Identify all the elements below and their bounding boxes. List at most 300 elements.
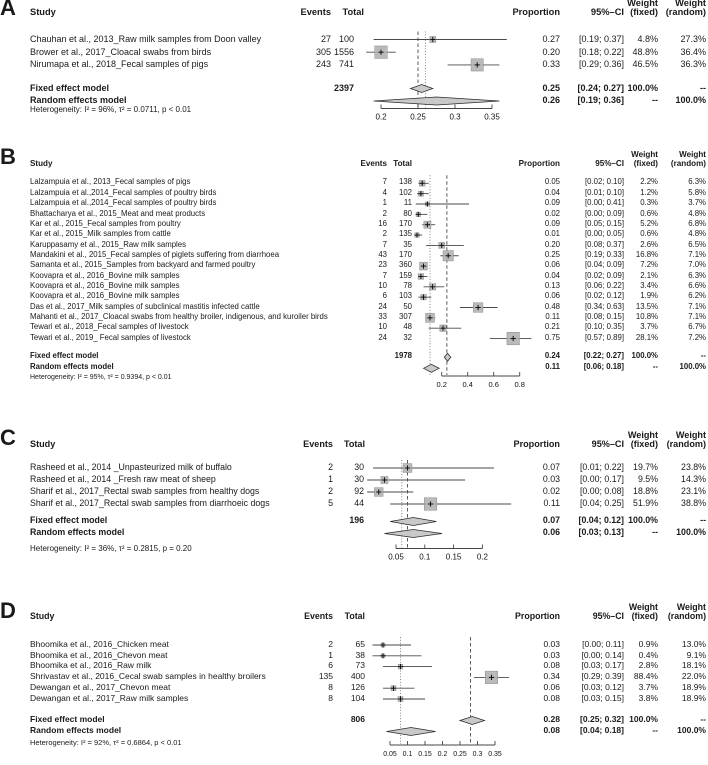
- col-header-proportion: Proportion: [512, 7, 560, 17]
- proportion-value: 0.13: [544, 280, 560, 290]
- fixed-model-ci: [0.25; 0.32]: [580, 714, 624, 725]
- fixed-model-label: Fixed effect model: [30, 714, 105, 725]
- weight-fixed-value: 0.4%: [638, 649, 658, 660]
- proportion-value: 0.04: [544, 187, 560, 197]
- weight-fixed-value: 2.1%: [640, 270, 658, 280]
- weight-fixed-value: 0.6%: [640, 229, 658, 239]
- ci-value: [0.06; 0.22]: [584, 280, 624, 290]
- random-model-label: Random effects model: [30, 95, 127, 106]
- panel-label: D: [0, 598, 16, 623]
- random-model-weight-random: 100.0%: [677, 725, 706, 736]
- axis-tick-label: 0.2: [375, 112, 387, 122]
- weight-random-value: 6.2%: [688, 291, 706, 301]
- events-value: 135: [318, 671, 333, 682]
- random-model-weight-fixed: --: [652, 95, 658, 106]
- weight-random-value: 6.5%: [688, 239, 706, 249]
- total-value: 73: [355, 660, 365, 671]
- fixed-model-total: 1978: [394, 351, 412, 361]
- axis-tick-label: 0.2: [437, 751, 448, 758]
- col-header-weight-word-fixed: Weight: [628, 602, 658, 612]
- ci-value: [0.01; 0.10]: [584, 187, 624, 197]
- total-value: 50: [403, 301, 412, 311]
- random-model-label: Random effects model: [30, 362, 114, 372]
- ci-value: [0.57; 0.89]: [584, 332, 624, 342]
- col-header-events: Events: [303, 439, 333, 449]
- proportion-value: 0.03: [542, 473, 560, 484]
- ci-value: [0.04; 0.25]: [579, 497, 624, 508]
- ci-value: [0.29; 0.39]: [581, 671, 624, 682]
- ci-value: [0.03; 0.15]: [581, 692, 624, 703]
- weight-random-value: 23.1%: [681, 485, 706, 496]
- ci-value: [0.02; 0.10]: [584, 177, 624, 187]
- fixed-model-weight-fixed: 100.0%: [628, 515, 658, 526]
- events-value: 2: [382, 208, 387, 218]
- study-label: Rasheed et al., 2014 _Unpasteurized milk of buffalo: [30, 461, 232, 472]
- study-label: Kar et al., 2015_Milk samples from cattle: [30, 229, 171, 239]
- total-value: 104: [350, 692, 365, 703]
- study-label: Sharif et al., 2017_Rectal swab samples from diarrhoeic dogs: [30, 497, 270, 508]
- weight-random-value: 4.8%: [688, 229, 706, 239]
- col-header-proportion: Proportion: [515, 611, 560, 621]
- fixed-model-proportion: 0.07: [542, 515, 560, 526]
- study-label: Lalzampuia et al.,2014_Fecal samples of poultry birds: [30, 198, 217, 208]
- ci-value: [0.19; 0.37]: [578, 33, 624, 44]
- weight-fixed-value: 51.9%: [633, 497, 658, 508]
- total-value: 170: [398, 249, 412, 259]
- study-label: Tewari et al., 2019_ Fecal samples of livestock: [30, 332, 191, 342]
- axis-tick-label: 0.05: [388, 552, 404, 562]
- weight-fixed-value: 4.8%: [637, 33, 658, 44]
- col-header-weight-random: (random): [666, 439, 706, 449]
- total-value: 138: [398, 177, 412, 187]
- fixed-model-weight-random: --: [700, 82, 706, 93]
- axis-tick-label: 0.8: [514, 380, 525, 389]
- fixed-model-label: Fixed effect model: [30, 515, 108, 526]
- axis-tick-label: 0.3: [449, 112, 461, 122]
- axis-tick-label: 0.3: [472, 751, 483, 758]
- fixed-model-total: 196: [349, 515, 364, 526]
- fixed-model-total: 2397: [333, 82, 354, 93]
- proportion-value: 0.75: [544, 332, 560, 342]
- col-header-proportion: Proportion: [518, 158, 560, 168]
- weight-random-value: 27.3%: [680, 33, 706, 44]
- col-header-weight-random: (random): [670, 158, 706, 168]
- study-label: Das et al., 2017_Milk samples of subclinical mastitis infected cattle: [30, 301, 260, 311]
- fixed-model-total: 806: [350, 714, 365, 725]
- ci-value: [0.19; 0.33]: [584, 249, 624, 259]
- study-label: Bhoomika et al., 2016_Chicken meat: [30, 638, 169, 649]
- total-value: 30: [354, 461, 364, 472]
- weight-fixed-value: 0.9%: [638, 638, 658, 649]
- axis-tick-label: 0.15: [418, 751, 432, 758]
- panel-label: A: [0, 0, 16, 20]
- proportion-value: 0.08: [543, 692, 560, 703]
- total-value: 103: [398, 291, 412, 301]
- random-model-weight-random: 100.0%: [675, 95, 706, 106]
- proportion-value: 0.11: [545, 312, 560, 321]
- total-value: 32: [403, 332, 412, 342]
- study-label: Koovapra et al., 2016_Bovine milk samples: [30, 291, 180, 301]
- weight-fixed-value: 18.8%: [633, 485, 658, 496]
- total-value: 400: [350, 671, 365, 682]
- events-value: 33: [378, 312, 387, 321]
- weight-random-value: 6.8%: [688, 218, 706, 228]
- fixed-model-ci: [0.04; 0.12]: [578, 515, 624, 526]
- weight-fixed-value: 2.2%: [640, 177, 658, 187]
- random-model-weight-fixed: --: [652, 725, 658, 736]
- col-header-weight-fixed: (fixed): [631, 611, 658, 621]
- events-value: 6: [382, 291, 387, 301]
- random-model-proportion: 0.11: [545, 362, 560, 372]
- col-header-study: Study: [30, 611, 55, 621]
- ci-value: [0.00; 0.05]: [584, 229, 624, 239]
- study-label: Samanta et al., 2015_Samples from backyard and farmed poultry: [30, 260, 256, 270]
- ci-value: [0.00; 0.41]: [584, 198, 624, 208]
- col-header-total: Total: [393, 158, 412, 168]
- weight-random-value: 7.1%: [688, 312, 706, 321]
- proportion-value: 0.25: [544, 249, 560, 259]
- events-value: 8: [328, 681, 333, 692]
- weight-fixed-value: 3.8%: [638, 692, 658, 703]
- col-header-weight-word-random: Weight: [679, 149, 706, 159]
- col-header-weight-word-random: Weight: [676, 602, 706, 612]
- fixed-model-weight-fixed: 100.0%: [627, 82, 658, 93]
- study-label: Shrivastav et al., 2016_Cecal swab samples in healthy broilers: [30, 671, 266, 682]
- heterogeneity-text: Heterogeneity: I² = 36%, τ² = 0.2815, p = 0.20: [30, 543, 192, 553]
- events-value: 1: [328, 473, 333, 484]
- weight-fixed-value: 3.7%: [640, 322, 658, 332]
- ci-value: [0.00; 0.14]: [581, 649, 624, 660]
- proportion-value: 0.48: [544, 301, 560, 311]
- proportion-value: 0.34: [543, 671, 560, 682]
- col-header-weight-word-fixed: Weight: [627, 430, 658, 440]
- weight-random-value: 7.0%: [688, 260, 706, 270]
- heterogeneity-text: Heterogeneity: I² = 96%, τ² = 0.0711, p < 0.01: [30, 104, 192, 114]
- total-value: 11: [403, 198, 412, 208]
- random-model-weight-fixed: --: [652, 527, 658, 538]
- random-model-proportion: 0.08: [543, 725, 560, 736]
- study-label: Bhattacharya et al., 2015_Meat and meat products: [30, 208, 206, 218]
- col-header-study: Study: [30, 158, 53, 168]
- weight-fixed-value: 1.2%: [640, 187, 658, 197]
- total-value: 307: [398, 312, 412, 321]
- fixed-model-weight-random: --: [700, 714, 706, 725]
- events-value: 2: [328, 485, 333, 496]
- events-value: 5: [328, 497, 333, 508]
- col-header-events: Events: [300, 7, 331, 17]
- random-model-label: Random effects model: [30, 725, 122, 736]
- events-value: 27: [320, 33, 331, 44]
- weight-random-value: 18.1%: [681, 660, 706, 671]
- study-label: Koovapra et al., 2016_Bovine milk samples: [30, 280, 180, 290]
- weight-random-value: 6.7%: [688, 322, 706, 332]
- col-header-total: Total: [344, 611, 365, 621]
- weight-fixed-value: 9.5%: [637, 473, 658, 484]
- axis-tick-label: 0.25: [410, 112, 426, 122]
- heterogeneity-text: Heterogeneity: I² = 95%, τ² = 0.9394, p < 0.01: [30, 373, 172, 381]
- proportion-value: 0.02: [544, 208, 560, 218]
- ci-value: [0.01; 0.22]: [579, 461, 624, 472]
- ci-value: [0.03; 0.17]: [581, 660, 624, 671]
- random-model-ci: [0.19; 0.36]: [577, 95, 624, 106]
- weight-random-value: 7.2%: [688, 332, 706, 342]
- weight-fixed-value: 2.6%: [640, 239, 658, 249]
- ci-value: [0.03; 0.12]: [581, 681, 624, 692]
- col-header-study: Study: [30, 7, 56, 17]
- col-header-weight-fixed: (fixed): [633, 158, 658, 168]
- events-value: 24: [378, 332, 387, 342]
- ci-value: [0.05; 0.15]: [584, 218, 624, 228]
- events-value: 1: [328, 649, 333, 660]
- weight-random-value: 7.1%: [688, 301, 706, 311]
- ci-value: [0.02; 0.09]: [584, 270, 624, 280]
- weight-random-value: 18.9%: [681, 692, 706, 703]
- col-header-events: Events: [304, 611, 333, 621]
- proportion-value: 0.07: [542, 461, 560, 472]
- axis-tick-label: 0.15: [445, 552, 462, 562]
- fixed-model-proportion: 0.24: [544, 351, 560, 361]
- events-value: 16: [378, 218, 387, 228]
- axis-tick-label: 0.2: [436, 380, 447, 389]
- ci-value: [0.00; 0.08]: [579, 485, 624, 496]
- total-value: 100: [338, 33, 354, 44]
- ci-value: [0.04; 0.09]: [584, 260, 624, 270]
- weight-random-value: 22.0%: [681, 671, 706, 682]
- total-value: 102: [398, 187, 412, 197]
- fixed-model-ci: [0.24; 0.27]: [577, 82, 624, 93]
- fixed-model-weight-random: --: [700, 515, 706, 526]
- study-label: Rasheed et al., 2014 _Fresh raw meat of sheep: [30, 473, 216, 484]
- weight-random-value: 7.1%: [688, 249, 706, 259]
- col-header-weight-word-fixed: Weight: [631, 149, 658, 159]
- weight-random-value: 38.8%: [681, 497, 706, 508]
- events-value: 6: [328, 660, 333, 671]
- events-value: 243: [315, 59, 331, 70]
- axis-tick-label: 0.6: [488, 380, 499, 389]
- axis-tick-label: 0.2: [476, 552, 488, 562]
- proportion-value: 0.08: [543, 660, 560, 671]
- events-value: 10: [378, 322, 387, 332]
- proportion-value: 0.05: [544, 177, 560, 187]
- col-header-weight-word-random: Weight: [675, 430, 706, 440]
- study-label: Brower et al., 2017_Cloacal swabs from birds: [30, 46, 212, 57]
- random-model-weight-random: 100.0%: [676, 527, 706, 538]
- total-value: 741: [338, 59, 354, 70]
- events-value: 7: [382, 239, 387, 249]
- study-label: Chauhan et al., 2013_Raw milk samples from Doon valley: [30, 33, 262, 44]
- total-value: 159: [398, 270, 412, 280]
- col-header-ci: 95%–CI: [590, 7, 624, 17]
- proportion-value: 0.06: [543, 681, 560, 692]
- col-header-proportion: Proportion: [513, 439, 560, 449]
- weight-fixed-value: 3.4%: [640, 280, 658, 290]
- weight-fixed-value: 48.8%: [632, 46, 658, 57]
- random-model-proportion: 0.26: [542, 95, 560, 106]
- total-value: 1556: [333, 46, 354, 57]
- panel-label: C: [0, 425, 16, 450]
- weight-random-value: 9.1%: [686, 649, 706, 660]
- proportion-value: 0.33: [542, 59, 560, 70]
- weight-fixed-value: 0.3%: [640, 198, 658, 208]
- total-value: 92: [354, 485, 364, 496]
- study-label: Dewangan et al., 2017_Chevon meat: [30, 681, 171, 692]
- total-value: 35: [403, 239, 412, 249]
- weight-random-value: 6.3%: [688, 270, 706, 280]
- fixed-model-weight-fixed: 100.0%: [629, 714, 658, 725]
- study-label: Sharif et al., 2017_Rectal swab samples from healthy dogs: [30, 485, 260, 496]
- weight-random-value: 6.6%: [688, 280, 706, 290]
- col-header-total: Total: [343, 439, 365, 449]
- total-value: 78: [403, 280, 412, 290]
- weight-fixed-value: 2.8%: [638, 660, 658, 671]
- ci-value: [0.10; 0.35]: [584, 322, 624, 332]
- study-label: Mahanti et al., 2017_Cloacal swabs from healthy broiler, indigenous, and kuroiler birds: [30, 312, 328, 321]
- proportion-value: 0.01: [544, 229, 560, 239]
- col-header-weight-fixed: (fixed): [630, 439, 658, 449]
- proportion-value: 0.20: [542, 46, 560, 57]
- study-label: Nirumapa et al., 2018_Fecal samples of pigs: [30, 59, 209, 70]
- weight-random-value: 23.8%: [681, 461, 706, 472]
- events-value: 24: [378, 301, 387, 311]
- random-model-ci: [0.06; 0.18]: [583, 362, 624, 372]
- col-header-weight-fixed: (fixed): [630, 7, 658, 17]
- axis-tick-label: 0.35: [484, 112, 500, 122]
- weight-fixed-value: 46.5%: [632, 59, 658, 70]
- weight-random-value: 6.3%: [688, 177, 706, 187]
- weight-fixed-value: 7.2%: [640, 260, 658, 270]
- random-model-proportion: 0.06: [542, 527, 560, 538]
- axis-tick-label: 0.4: [462, 380, 473, 389]
- col-header-ci: 95%–CI: [592, 611, 624, 621]
- events-value: 4: [382, 187, 387, 197]
- col-header-weight-word-random: Weight: [675, 0, 706, 8]
- study-label: Tewari et al., 2018_Fecal samples of livestock: [30, 322, 189, 332]
- events-value: 7: [382, 270, 387, 280]
- study-label: Bhoomika et al., 2016_Raw milk: [30, 660, 152, 671]
- axis-tick-label: 0.1: [419, 552, 431, 562]
- col-header-ci: 95%–CI: [591, 439, 624, 449]
- weight-random-value: 36.4%: [680, 46, 706, 57]
- weight-fixed-value: 0.6%: [640, 208, 658, 218]
- axis-tick-label: 0.1: [402, 751, 413, 758]
- study-label: Mandakini et al., 2015_Fecal samples of piglets suffering from diarrhoea: [30, 249, 280, 259]
- events-value: 10: [378, 280, 387, 290]
- study-label: Dewangan et al., 2017_Raw milk samples: [30, 692, 189, 703]
- ci-value: [0.29; 0.36]: [578, 59, 624, 70]
- events-value: 43: [378, 249, 387, 259]
- weight-fixed-value: 28.1%: [635, 332, 658, 342]
- total-value: 360: [398, 260, 412, 270]
- total-value: 80: [403, 208, 412, 218]
- total-value: 30: [354, 473, 364, 484]
- ci-value: [0.08; 0.15]: [584, 312, 624, 321]
- total-value: 126: [350, 681, 365, 692]
- proportion-value: 0.11: [543, 497, 560, 508]
- col-header-total: Total: [342, 7, 364, 17]
- total-value: 65: [355, 638, 365, 649]
- weight-fixed-value: 3.7%: [638, 681, 658, 692]
- fixed-model-ci: [0.22; 0.27]: [583, 351, 624, 361]
- total-value: 38: [355, 649, 365, 660]
- proportion-value: 0.21: [544, 322, 560, 332]
- col-header-events: Events: [360, 158, 387, 168]
- events-value: 305: [315, 46, 331, 57]
- study-label: Koovapra et al., 2016_Bovine milk samples: [30, 270, 180, 280]
- weight-fixed-value: 13.5%: [635, 301, 658, 311]
- weight-fixed-value: 5.2%: [640, 218, 658, 228]
- proportion-value: 0.09: [544, 218, 560, 228]
- events-value: 23: [378, 260, 387, 270]
- random-model-weight-fixed: --: [652, 362, 658, 372]
- weight-random-value: 5.8%: [688, 187, 706, 197]
- study-label: Karuppasamy et al., 2015_Raw milk samples: [30, 239, 187, 249]
- axis-tick-label: 0.25: [453, 751, 467, 758]
- total-value: 135: [398, 229, 412, 239]
- fixed-model-weight-fixed: 100.0%: [631, 351, 658, 361]
- axis-tick-label: 0.05: [383, 751, 397, 758]
- study-label: Lalzampuia et al.,2014_Fecal samples of poultry birds: [30, 187, 217, 197]
- events-value: 2: [328, 461, 333, 472]
- ci-value: [0.34; 0.63]: [584, 301, 624, 311]
- fixed-model-label: Fixed effect model: [30, 82, 110, 93]
- panel-label: B: [0, 144, 16, 169]
- random-model-ci: [0.03; 0.13]: [578, 527, 624, 538]
- col-header-weight-random: (random): [667, 611, 706, 621]
- col-header-study: Study: [30, 439, 56, 449]
- events-value: 2: [382, 229, 387, 239]
- proportion-value: 0.06: [544, 260, 560, 270]
- events-value: 2: [328, 638, 333, 649]
- study-label: Lalzampuia et al., 2013_Fecal samples of pigs: [30, 177, 191, 187]
- study-label: Kar et al., 2015_Fecal samples from poultry: [30, 218, 181, 228]
- weight-fixed-value: 88.4%: [633, 671, 658, 682]
- ci-value: [0.02; 0.12]: [584, 291, 624, 301]
- total-value: 170: [398, 218, 412, 228]
- col-header-ci: 95%–CI: [595, 158, 624, 168]
- proportion-value: 0.27: [542, 33, 560, 44]
- events-value: 8: [328, 692, 333, 703]
- random-model-label: Random effects model: [30, 527, 125, 538]
- weight-random-value: 3.7%: [688, 198, 706, 208]
- proportion-value: 0.02: [542, 485, 560, 496]
- weight-random-value: 36.3%: [680, 59, 706, 70]
- total-value: 48: [403, 322, 412, 332]
- proportion-value: 0.03: [543, 638, 560, 649]
- study-label: Bhoomika et al., 2016_Chevon meat: [30, 649, 168, 660]
- proportion-value: 0.04: [544, 270, 560, 280]
- random-model-weight-random: 100.0%: [679, 362, 706, 372]
- proportion-value: 0.06: [544, 291, 560, 301]
- weight-fixed-value: 16.8%: [635, 249, 658, 259]
- ci-value: [0.00; 0.09]: [584, 208, 624, 218]
- weight-fixed-value: 19.7%: [633, 461, 658, 472]
- weight-random-value: 14.3%: [681, 473, 706, 484]
- weight-random-value: 4.8%: [688, 208, 706, 218]
- ci-value: [0.08; 0.37]: [584, 239, 624, 249]
- col-header-weight-random: (random): [665, 7, 706, 17]
- total-value: 44: [354, 497, 364, 508]
- axis-tick-label: 0.35: [488, 751, 502, 758]
- proportion-value: 0.20: [544, 239, 560, 249]
- col-header-weight-word-fixed: Weight: [627, 0, 658, 8]
- events-value: 1: [382, 198, 387, 208]
- proportion-value: 0.09: [544, 198, 560, 208]
- events-value: 7: [382, 177, 387, 187]
- ci-value: [0.00; 0.11]: [582, 638, 624, 649]
- ci-value: [0.00; 0.17]: [579, 473, 624, 484]
- random-model-ci: [0.04; 0.18]: [580, 725, 624, 736]
- fixed-model-weight-random: --: [700, 351, 706, 361]
